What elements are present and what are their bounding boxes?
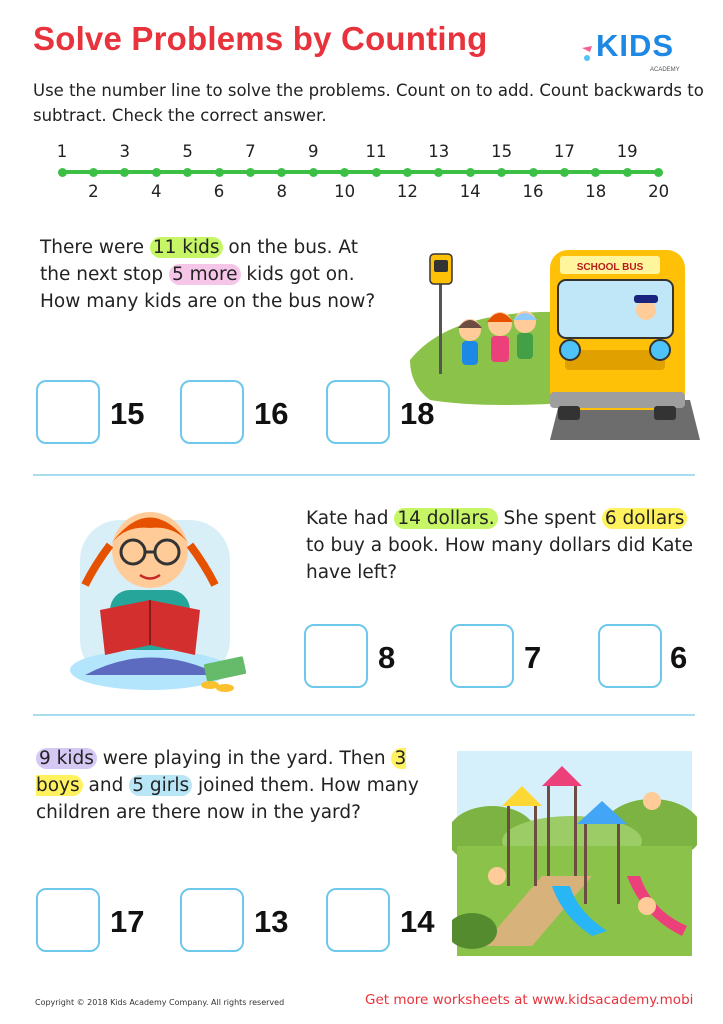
number-line-label: 14 [459, 182, 481, 201]
school-bus-illustration [410, 240, 700, 440]
number-line-tick [497, 168, 506, 177]
problem-3-text: 9 kids were playing in the yard. Then 3 boys and 5 girls joined them. How many children are there now in the yard? [36, 748, 419, 823]
number-line-tick [215, 168, 224, 177]
answer-box-p1-b[interactable] [180, 380, 244, 444]
highlight-3-boys: 3 boys [36, 748, 407, 796]
number-line-tick [89, 168, 98, 177]
website-link[interactable]: Get more worksheets at www.kidsacademy.mobi [365, 992, 694, 1008]
answer-box-p2-a[interactable] [304, 624, 368, 688]
problem-2-text: Kate had 14 dollars. She spent 6 dollars to buy a book. How many dollars did Kate have left? [306, 508, 694, 583]
number-line-label: 2 [88, 182, 99, 201]
number-line-tick [340, 168, 349, 177]
number-line-tick [623, 168, 632, 177]
number-line-tick [466, 168, 475, 177]
logo-subtext: ACADEMY [650, 67, 680, 73]
number-line [40, 138, 690, 206]
number-line-tick [183, 168, 192, 177]
kids-academy-logo [578, 18, 698, 76]
answer-p3-a: 17 [110, 904, 145, 939]
number-line-tick [58, 168, 67, 177]
answer-p1-a: 15 [110, 396, 145, 431]
number-line-tick [591, 168, 600, 177]
number-line-tick [120, 168, 129, 177]
answer-p3-b: 13 [254, 904, 289, 939]
section-divider [33, 474, 695, 476]
number-line-label: 4 [150, 182, 162, 201]
section-divider [33, 714, 695, 716]
number-line-tick [277, 168, 286, 177]
answer-p2-b: 7 [524, 640, 542, 675]
number-line-label: 19 [616, 142, 638, 161]
number-line-label: 7 [245, 142, 256, 161]
highlight-5-more: 5 more [169, 264, 241, 285]
number-line-tick [246, 168, 255, 177]
highlight-5-girls: 5 girls [129, 775, 192, 796]
highlight-14-dollars: 14 dollars. [394, 508, 497, 529]
number-line-label: 15 [491, 142, 513, 161]
instructions: Use the number line to solve the problems. Count on to add. Count backwards to subtract. Check the correct answer. [33, 81, 704, 125]
number-line-tick [529, 168, 538, 177]
number-line-tick [560, 168, 569, 177]
answer-p2-c: 6 [670, 640, 688, 675]
number-line-label: 5 [182, 142, 193, 161]
highlight-9-kids: 9 kids [36, 748, 97, 769]
answer-p3-c: 14 [400, 904, 435, 939]
copyright-text: Copyright © 2018 Kids Academy Company. All rights reserved [35, 998, 285, 1007]
number-line-tick [309, 168, 318, 177]
answer-box-p2-c[interactable] [598, 624, 662, 688]
problem-1-text: There were 11 kids on the bus. At the next stop 5 more kids got on. How many kids are on the bus now? [40, 237, 376, 312]
number-line-label: 10 [334, 182, 356, 201]
number-line-tick [403, 168, 412, 177]
number-line-label: 8 [276, 182, 288, 201]
answer-box-p3-c[interactable] [326, 888, 390, 952]
number-line-label: 18 [585, 182, 607, 201]
number-line-label: 12 [396, 182, 418, 201]
answer-box-p1-a[interactable] [36, 380, 100, 444]
number-line-label: 9 [307, 142, 319, 161]
worksheet-title: Solve Problems by Counting [33, 20, 488, 57]
number-line-label: 20 [648, 182, 670, 201]
highlight-6-dollars: 6 dollars [602, 508, 688, 529]
number-line-tick [434, 168, 443, 177]
answer-p2-a: 8 [378, 640, 396, 675]
answer-p1-b: 16 [254, 396, 289, 431]
logo-text: KIDS [596, 28, 675, 63]
number-line-tick [152, 168, 161, 177]
answer-box-p3-a[interactable] [36, 888, 100, 952]
playground-illustration [452, 746, 697, 958]
number-line-label: 6 [213, 182, 225, 201]
answer-box-p2-b[interactable] [450, 624, 514, 688]
number-line-label: 11 [365, 142, 387, 161]
bus-sign-text: SCHOOL BUS [576, 262, 644, 273]
number-line-label: 17 [553, 142, 575, 161]
number-line-tick [372, 168, 381, 177]
answer-p1-c: 18 [400, 396, 435, 431]
highlight-11-kids: 11 kids [150, 237, 223, 258]
number-line-label: 3 [119, 142, 131, 161]
number-line-label: 13 [428, 142, 450, 161]
number-line-tick [654, 168, 663, 177]
number-line-label: 1 [56, 142, 68, 161]
answer-box-p1-c[interactable] [326, 380, 390, 444]
number-line-label: 16 [522, 182, 544, 201]
girl-reading-illustration [55, 490, 255, 700]
answer-box-p3-b[interactable] [180, 888, 244, 952]
